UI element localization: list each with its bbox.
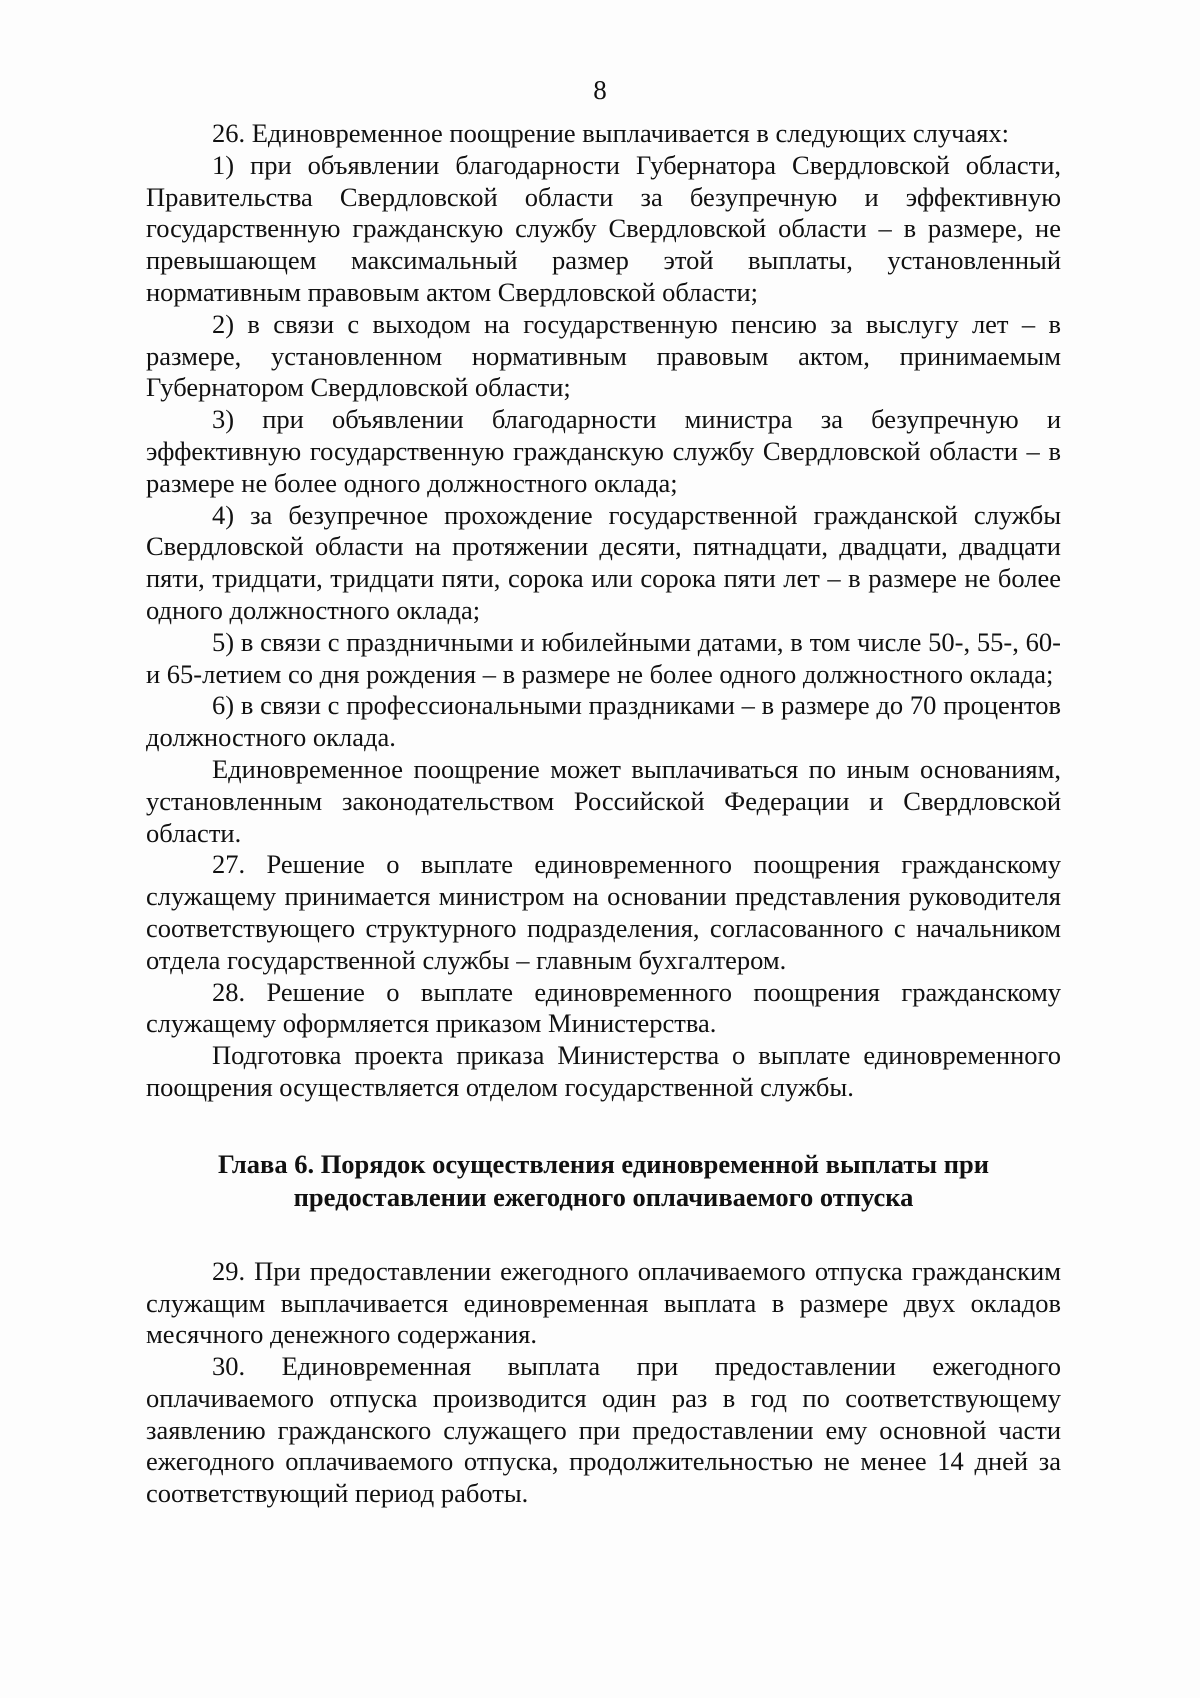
- paragraph-26-item-3: 3) при объявлении благодарности министра за безупречную и эффективную государственную гражданскую службу Свердловской области – в размере не более одного должностного оклада;: [146, 404, 1061, 498]
- paragraph-27: 27. Решение о выплате единовременного поощрения гражданскому служащему принимается министром на основании представления руководителя соответствующего структурного подразделения, согласованного с начальником отдела государственной службы – главным бухгалтером.: [146, 849, 1061, 975]
- paragraph-26-item-1: 1) при объявлении благодарности Губернатора Свердловской области, Правительства Свердловской области за безупречную и эффективную государственную гражданскую службу Свердловской области – в размере, не превышающем максимальный размер этой выплаты, установленный нормативным правовым актом Свердловской области;: [146, 149, 1061, 307]
- chapter-heading-line-1: Глава 6. Порядок осуществления единовременной выплаты при: [218, 1148, 989, 1179]
- paragraph-26-item-5: 5) в связи с праздничными и юбилейными датами, в том числе 50-, 55-, 60- и 65-летием со дня рождения – в размере не более одного должностного оклада;: [146, 626, 1061, 689]
- paragraph-26-item-6: 6) в связи с профессиональными праздниками – в размере до 70 процентов должностного оклада.: [146, 690, 1061, 753]
- paragraph-30: 30. Единовременная выплата при предоставлении ежегодного оплачиваемого отпуска производится один раз в год по соответствующему заявлению гражданского служащего при предоставлении ему основной части ежегодного оплачиваемого отпуска, продолжительностью не менее 14 дней за соответствующий период работы.: [146, 1351, 1061, 1509]
- paragraph-26-other-grounds: Единовременное поощрение может выплачиваться по иным основаниям, установленным законодательством Российской Федерации и Свердловской области.: [146, 753, 1061, 848]
- chapter-heading: [146, 1148, 1061, 1214]
- paragraph-26-item-4: 4) за безупречное прохождение государственной гражданской службы Свердловской области на протяжении десяти, пятнадцати, двадцати, двадцати пяти, тридцати, тридцати пяти, сорока или сорока пяти лет – в размере не более одного должностного оклада;: [146, 499, 1061, 625]
- document-body: [146, 118, 1061, 1510]
- chapter-heading-line-2: предоставлении ежегодного оплачиваемого отпуска: [293, 1181, 914, 1212]
- paragraph-26: 26. Единовременное поощрение выплачивается в следующих случаях:: [212, 118, 1010, 148]
- paragraph-26-item-2: 2) в связи с выходом на государственную пенсию за выслугу лет – в размере, установленном нормативным правовым актом, принимаемым Губернатором Свердловской области;: [146, 308, 1061, 403]
- paragraph-29: 29. При предоставлении ежегодного оплачиваемого отпуска гражданским служащим выплачивается единовременная выплата в размере двух окладов месячного денежного содержания.: [146, 1255, 1061, 1350]
- page-number: 8: [593, 75, 607, 105]
- paragraph-28: 28. Решение о выплате единовременного поощрения гражданскому служащему оформляется приказом Министерства.: [146, 976, 1061, 1039]
- paragraph-28-preparation: Подготовка проекта приказа Министерства о выплате единовременного поощрения осуществляется отделом государственной службы.: [146, 1040, 1061, 1102]
